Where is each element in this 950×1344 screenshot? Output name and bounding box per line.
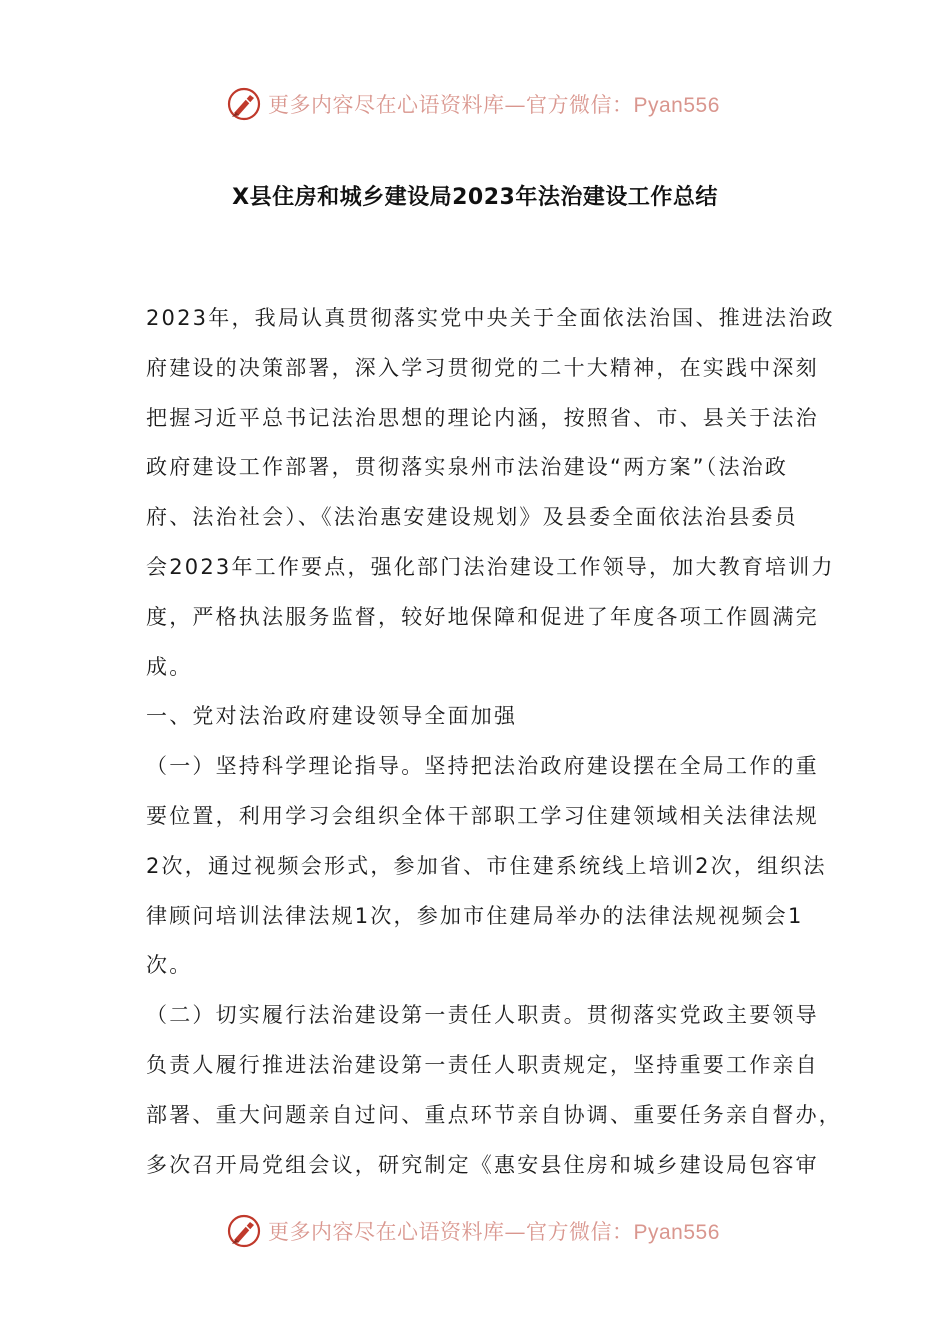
footer-watermark	[226, 1211, 720, 1251]
paragraph-line: 府、法治社会）、《法治惠安建设规划》及县委全面依法治县委员	[146, 505, 798, 530]
document-body	[146, 294, 842, 1190]
header-watermark	[226, 84, 720, 124]
paragraph-line: 负责人履行推进法治建设第一责任人职责规定，坚持重要工作亲自	[146, 1052, 819, 1077]
pen-circle-logo-icon	[226, 1213, 262, 1249]
paragraph-line: 2次，通过视频会形式，参加省、市住建系统线上培训2次，组织法	[146, 853, 827, 878]
paragraph-line: 会2023年工作要点，强化部门法治建设工作领导，加大教育培训力	[146, 554, 835, 579]
paragraph-line: 度，严格执法服务监督，较好地保障和促进了年度各项工作圆满完	[146, 604, 819, 629]
paragraph-line: 多次召开局党组会议，研究制定《惠安县住房和城乡建设局包容审	[146, 1152, 819, 1177]
paragraph-line: （二）切实履行法治建设第一责任人职责。贯彻落实党政主要领导	[146, 1003, 819, 1028]
document-title: X县住房和城乡建设局2023年法治建设工作总结	[232, 185, 718, 210]
paragraph-line: 次。	[146, 953, 193, 978]
paragraph-line: 府建设的决策部署，深入学习贯彻党的二十大精神，在实践中深刻	[146, 355, 819, 380]
watermark-text: 更多内容尽在心语资料库—官方微信：Pyan556	[268, 93, 720, 117]
paragraph-line: 2023年，我局认真贯彻落实党中央关于全面依法治国、推进法治政	[146, 306, 835, 330]
paragraph-line: 要位置，利用学习会组织全体干部职工学习住建领域相关法律法规	[146, 803, 819, 828]
paragraph-line: 成。	[146, 654, 193, 679]
paragraph-line: 律顾问培训法律法规1次，参加市住建局举办的法律法规视频会1	[146, 903, 804, 928]
paragraph-line: 部署、重大问题亲自过问、重点环节亲自协调、重要任务亲自督办，	[146, 1102, 842, 1127]
paragraph-line: （一）坚持科学理论指导。坚持把法治政府建设摆在全局工作的重	[146, 754, 819, 779]
paragraph-line: 政府建设工作部署，贯彻落实泉州市法治建设“两方案”（法治政	[146, 455, 789, 480]
section-heading: 一、党对法治政府建设领导全面加强	[146, 704, 518, 729]
pen-circle-logo-icon	[226, 86, 262, 122]
paragraph-line: 把握习近平总书记法治思想的理论内涵，按照省、市、县关于法治	[146, 405, 819, 430]
watermark-text: 更多内容尽在心语资料库—官方微信：Pyan556	[268, 1220, 720, 1244]
